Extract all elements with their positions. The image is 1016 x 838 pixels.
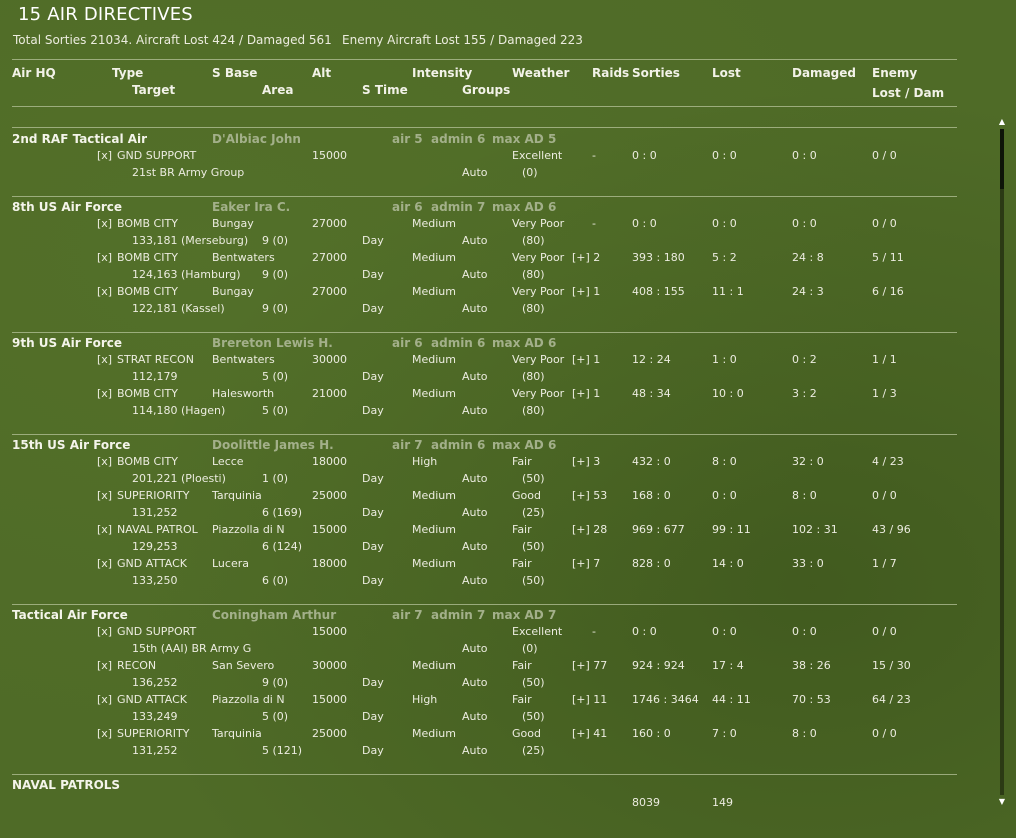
directive-group-count: (50) [522, 710, 545, 723]
directive-enemy-lost-dam: 5 / 11 [872, 251, 904, 264]
air-hq-name[interactable]: Tactical Air Force [12, 608, 128, 622]
directive-lost: 44 : 11 [712, 693, 751, 706]
directive-s-time: Day [362, 370, 384, 383]
directive-base: Bentwaters [212, 353, 275, 366]
directive-group-count: (50) [522, 540, 545, 553]
own-summary: Total Sorties 21034. Aircraft Lost 424 / Damaged 561 [13, 33, 332, 47]
directive-weather: Fair [512, 455, 532, 468]
directive-s-time: Day [362, 540, 384, 553]
naval-total-sorties: 8039 [632, 796, 660, 809]
directive-sorties: 393 : 180 [632, 251, 685, 264]
directive-group-count: (80) [522, 302, 545, 315]
scroll-down-icon[interactable]: ▼ [998, 797, 1006, 806]
directive-lost: 14 : 0 [712, 557, 744, 570]
directive-group-count: (0) [522, 166, 538, 179]
col-type[interactable]: Type [112, 66, 144, 80]
directive-damaged: 3 : 2 [792, 387, 817, 400]
directive-raids[interactable]: [+] 77 [572, 659, 608, 672]
directive-row [0, 659, 1016, 693]
directive-alt: 18000 [312, 557, 347, 570]
directive-damaged: 32 : 0 [792, 455, 824, 468]
divider [12, 196, 957, 197]
divider [12, 332, 957, 333]
directive-alt: 30000 [312, 659, 347, 672]
directive-enemy-lost-dam: 1 / 7 [872, 557, 897, 570]
directive-raids: - [592, 217, 596, 230]
directive-raids[interactable]: [+] 1 [572, 285, 601, 298]
directive-intensity: Medium [412, 557, 456, 570]
directive-alt: 30000 [312, 353, 347, 366]
directive-damaged: 0 : 0 [792, 625, 817, 638]
directive-type: GND ATTACK [117, 693, 188, 706]
directive-weather: Very Poor [512, 251, 565, 264]
directive-type: BOMB CITY [117, 455, 178, 468]
directive-lost: 7 : 0 [712, 727, 737, 740]
directive-base: Halesworth [212, 387, 275, 400]
directive-sorties: 160 : 0 [632, 727, 671, 740]
directive-target: 124,163 (Hamburg) [132, 268, 241, 281]
directive-damaged: 33 : 0 [792, 557, 824, 570]
directive-s-time: Day [362, 472, 384, 485]
air-hq-name[interactable]: 9th US Air Force [12, 336, 122, 350]
directive-type: STRAT RECON [117, 353, 194, 366]
directive-group-count: (50) [522, 574, 545, 587]
directive-sorties: 969 : 677 [632, 523, 685, 536]
col-target[interactable]: Target [132, 83, 176, 97]
directive-row [0, 727, 1016, 761]
directive-toggle[interactable]: [x] [97, 455, 113, 468]
directive-sorties: 1746 : 3464 [632, 693, 699, 706]
directive-toggle[interactable]: [x] [97, 727, 113, 740]
directive-enemy-lost-dam: 0 / 0 [872, 625, 897, 638]
commander-name[interactable]: Brereton Lewis H. [212, 336, 333, 350]
commander-name[interactable]: Coningham Arthur [212, 608, 337, 622]
directive-raids[interactable]: [+] 1 [572, 387, 601, 400]
max-ad: max AD 6 [492, 200, 557, 214]
vertical-scrollbar[interactable] [997, 117, 1007, 807]
directive-row [0, 149, 1016, 183]
admin-rating: admin 7 [431, 200, 486, 214]
directive-target: 112,179 [132, 370, 178, 383]
directive-damaged: 0 : 0 [792, 217, 817, 230]
directive-enemy-lost-dam: 0 / 0 [872, 149, 897, 162]
directive-toggle[interactable]: [x] [97, 285, 113, 298]
directive-groups: Auto [462, 506, 488, 519]
max-ad: max AD 6 [492, 336, 557, 350]
directive-area: 9 (0) [262, 302, 289, 315]
directive-sorties: 48 : 34 [632, 387, 671, 400]
directive-raids[interactable]: [+] 11 [572, 693, 608, 706]
air-rating: air 5 [392, 132, 423, 146]
directive-intensity: Medium [412, 523, 456, 536]
col-area[interactable]: Area [262, 83, 294, 97]
divider [12, 127, 957, 128]
directive-raids[interactable]: [+] 2 [572, 251, 601, 264]
scroll-track[interactable] [1000, 129, 1004, 795]
scroll-thumb[interactable] [1000, 129, 1004, 189]
col-alt[interactable]: Alt [312, 66, 332, 80]
col-s-time[interactable]: S Time [362, 83, 408, 97]
air-hq-name[interactable]: 15th US Air Force [12, 438, 131, 452]
page-title: 15 AIR DIRECTIVES [18, 4, 193, 25]
directive-groups: Auto [462, 370, 488, 383]
directive-alt: 27000 [312, 285, 347, 298]
directive-enemy-lost-dam: 0 / 0 [872, 217, 897, 230]
directive-groups: Auto [462, 540, 488, 553]
directive-group-count: (50) [522, 472, 545, 485]
directive-alt: 18000 [312, 455, 347, 468]
directive-area: 5 (0) [262, 710, 289, 723]
directive-base: Bungay [212, 285, 254, 298]
directive-row [0, 557, 1016, 591]
summary-row [13, 33, 583, 47]
directive-base: Bungay [212, 217, 254, 230]
admin-rating: admin 6 [431, 336, 486, 350]
directive-weather: Very Poor [512, 387, 565, 400]
directive-intensity: Medium [412, 251, 456, 264]
col-damaged[interactable]: Damaged [792, 66, 856, 80]
directive-alt: 15000 [312, 149, 347, 162]
commander-name[interactable]: Eaker Ira C. [212, 200, 291, 214]
directive-type: RECON [117, 659, 157, 672]
directive-toggle[interactable]: [x] [97, 523, 113, 536]
directive-alt: 15000 [312, 625, 347, 638]
directive-group-count: (0) [522, 642, 538, 655]
directive-raids[interactable]: [+] 3 [572, 455, 601, 468]
directive-area: 9 (0) [262, 234, 289, 247]
directive-lost: 0 : 0 [712, 489, 737, 502]
directive-row [0, 353, 1016, 387]
directive-enemy-lost-dam: 0 / 0 [872, 727, 897, 740]
directive-raids[interactable]: [+] 28 [572, 523, 608, 536]
directive-intensity: Medium [412, 387, 456, 400]
directive-groups: Auto [462, 472, 488, 485]
directive-intensity: High [412, 693, 438, 706]
directive-target: 114,180 (Hagen) [132, 404, 226, 417]
directive-s-time: Day [362, 506, 384, 519]
directive-damaged: 0 : 2 [792, 353, 817, 366]
directive-s-time: Day [362, 744, 384, 757]
col-enemy-lost-dam[interactable]: Lost / Dam [872, 86, 945, 100]
directive-alt: 25000 [312, 489, 347, 502]
directive-target: 133,181 (Merseburg) [132, 234, 249, 247]
directive-row [0, 285, 1016, 319]
directive-area: 6 (169) [262, 506, 303, 519]
col-s-base[interactable]: S Base [212, 66, 258, 80]
directive-enemy-lost-dam: 1 / 1 [872, 353, 897, 366]
directive-type: GND ATTACK [117, 557, 188, 570]
naval-patrols-heading: NAVAL PATROLS [12, 778, 121, 792]
directive-area: 5 (121) [262, 744, 303, 757]
admin-rating: admin 6 [431, 438, 486, 452]
divider [12, 59, 957, 60]
directive-area: 9 (0) [262, 268, 289, 281]
col-lost[interactable]: Lost [712, 66, 741, 80]
col-groups[interactable]: Groups [462, 83, 511, 97]
admin-rating: admin 6 [431, 132, 486, 146]
directive-sorties: 828 : 0 [632, 557, 671, 570]
directive-damaged: 8 : 0 [792, 727, 817, 740]
directive-sorties: 0 : 0 [632, 149, 657, 162]
directive-row [0, 489, 1016, 523]
directive-alt: 15000 [312, 693, 347, 706]
directive-groups: Auto [462, 574, 488, 587]
max-ad: max AD 5 [492, 132, 557, 146]
air-rating: air 6 [392, 200, 423, 214]
directive-target: 122,181 (Kassel) [132, 302, 225, 315]
directive-row [0, 387, 1016, 421]
col-intensity[interactable]: Intensity [412, 66, 473, 80]
directive-row [0, 523, 1016, 557]
directive-toggle[interactable]: [x] [97, 149, 113, 162]
directive-groups: Auto [462, 234, 488, 247]
directive-sorties: 168 : 0 [632, 489, 671, 502]
directive-group-count: (50) [522, 676, 545, 689]
directive-area: 5 (0) [262, 370, 289, 383]
directive-toggle[interactable]: [x] [97, 625, 113, 638]
directive-groups: Auto [462, 268, 488, 281]
directive-base: San Severo [212, 659, 275, 672]
admin-rating: admin 7 [431, 608, 486, 622]
directive-groups: Auto [462, 166, 488, 179]
directive-base: Tarquinia [212, 727, 262, 740]
directive-enemy-lost-dam: 43 / 96 [872, 523, 911, 536]
directive-groups: Auto [462, 642, 488, 655]
directive-type: BOMB CITY [117, 285, 178, 298]
directive-s-time: Day [362, 574, 384, 587]
directive-enemy-lost-dam: 15 / 30 [872, 659, 911, 672]
commander-name[interactable]: D'Albiac John [212, 132, 301, 146]
directive-base: Lecce [212, 455, 244, 468]
directive-lost: 0 : 0 [712, 625, 737, 638]
air-rating: air 7 [392, 438, 423, 452]
naval-total-lost: 149 [712, 796, 733, 809]
directive-alt: 27000 [312, 217, 347, 230]
directive-groups: Auto [462, 676, 488, 689]
directive-s-time: Day [362, 710, 384, 723]
directive-sorties: 924 : 924 [632, 659, 685, 672]
directive-target: 131,252 [132, 744, 178, 757]
directive-weather: Fair [512, 659, 532, 672]
directive-raids[interactable]: [+] 53 [572, 489, 608, 502]
directive-raids[interactable]: [+] 7 [572, 557, 601, 570]
directive-damaged: 8 : 0 [792, 489, 817, 502]
directive-row [0, 693, 1016, 727]
directive-row [0, 625, 1016, 659]
directive-type: SUPERIORITY [117, 727, 190, 740]
directive-target: 133,250 [132, 574, 178, 587]
directive-sorties: 0 : 0 [632, 625, 657, 638]
col-sorties[interactable]: Sorties [632, 66, 680, 80]
directive-target: 129,253 [132, 540, 178, 553]
directive-damaged: 38 : 26 [792, 659, 831, 672]
directive-raids: - [592, 625, 596, 638]
directive-lost: 1 : 0 [712, 353, 737, 366]
divider [12, 774, 957, 775]
directive-alt: 25000 [312, 727, 347, 740]
directive-target: 131,252 [132, 506, 178, 519]
directive-raids[interactable]: [+] 1 [572, 353, 601, 366]
divider [12, 434, 957, 435]
directive-raids: - [592, 149, 596, 162]
directive-weather: Fair [512, 523, 532, 536]
directive-row [0, 455, 1016, 489]
directive-enemy-lost-dam: 6 / 16 [872, 285, 904, 298]
air-rating: air 7 [392, 608, 423, 622]
directive-group-count: (80) [522, 370, 545, 383]
directive-toggle[interactable]: [x] [97, 693, 113, 706]
directive-weather: Very Poor [512, 285, 565, 298]
directive-intensity: Medium [412, 727, 456, 740]
directive-s-time: Day [362, 676, 384, 689]
directive-toggle[interactable]: [x] [97, 217, 113, 230]
directive-s-time: Day [362, 268, 384, 281]
directive-enemy-lost-dam: 4 / 23 [872, 455, 904, 468]
directive-groups: Auto [462, 710, 488, 723]
directive-area: 6 (124) [262, 540, 303, 553]
directive-row [0, 251, 1016, 285]
directive-base: Piazzolla di N [212, 693, 285, 706]
directive-sorties: 408 : 155 [632, 285, 685, 298]
directive-alt: 15000 [312, 523, 347, 536]
directive-group-count: (80) [522, 404, 545, 417]
directive-groups: Auto [462, 404, 488, 417]
directive-intensity: High [412, 455, 438, 468]
directive-s-time: Day [362, 404, 384, 417]
directive-weather: Excellent [512, 149, 563, 162]
directive-group-count: (80) [522, 268, 545, 281]
scroll-up-icon[interactable]: ▲ [998, 117, 1006, 126]
directive-toggle[interactable]: [x] [97, 489, 113, 502]
directive-weather: Good [512, 489, 541, 502]
directive-damaged: 70 : 53 [792, 693, 831, 706]
directive-base: Bentwaters [212, 251, 275, 264]
directive-weather: Very Poor [512, 353, 565, 366]
max-ad: max AD 6 [492, 438, 557, 452]
directive-toggle[interactable]: [x] [97, 387, 113, 400]
directive-area: 9 (0) [262, 676, 289, 689]
col-enemy[interactable]: Enemy [872, 66, 918, 80]
divider [12, 604, 957, 605]
directive-damaged: 24 : 8 [792, 251, 824, 264]
directive-sorties: 12 : 24 [632, 353, 671, 366]
directive-alt: 27000 [312, 251, 347, 264]
directive-intensity: Medium [412, 659, 456, 672]
directive-lost: 0 : 0 [712, 149, 737, 162]
directive-lost: 11 : 1 [712, 285, 744, 298]
directive-area: 1 (0) [262, 472, 289, 485]
max-ad: max AD 7 [492, 608, 557, 622]
directive-alt: 21000 [312, 387, 347, 400]
directive-lost: 99 : 11 [712, 523, 751, 536]
directive-toggle[interactable]: [x] [97, 557, 113, 570]
directive-toggle[interactable]: [x] [97, 659, 113, 672]
directive-damaged: 0 : 0 [792, 149, 817, 162]
directive-toggle[interactable]: [x] [97, 353, 113, 366]
directive-toggle[interactable]: [x] [97, 251, 113, 264]
directive-type: SUPERIORITY [117, 489, 190, 502]
directive-sorties: 0 : 0 [632, 217, 657, 230]
directive-intensity: Medium [412, 217, 456, 230]
directive-weather: Very Poor [512, 217, 565, 230]
directive-intensity: Medium [412, 489, 456, 502]
directive-group-count: (25) [522, 506, 545, 519]
directive-base: Lucera [212, 557, 249, 570]
directive-lost: 0 : 0 [712, 217, 737, 230]
directive-s-time: Day [362, 302, 384, 315]
air-hq-name[interactable]: 2nd RAF Tactical Air [12, 132, 148, 146]
commander-name[interactable]: Doolittle James H. [212, 438, 334, 452]
col-weather[interactable]: Weather [512, 66, 570, 80]
directive-type: GND SUPPORT [117, 149, 197, 162]
directive-weather: Good [512, 727, 541, 740]
air-hq-name[interactable]: 8th US Air Force [12, 200, 122, 214]
directive-groups: Auto [462, 744, 488, 757]
directive-row [0, 217, 1016, 251]
directive-type: BOMB CITY [117, 217, 178, 230]
directive-target: 21st BR Army Group [132, 166, 245, 179]
directive-target: 201,221 (Ploesti) [132, 472, 226, 485]
directive-base: Piazzolla di N [212, 523, 285, 536]
directive-target: 133,249 [132, 710, 178, 723]
directive-damaged: 24 : 3 [792, 285, 824, 298]
directive-target: 136,252 [132, 676, 178, 689]
directive-group-count: (80) [522, 234, 545, 247]
directive-enemy-lost-dam: 1 / 3 [872, 387, 897, 400]
directive-area: 6 (0) [262, 574, 289, 587]
directive-weather: Excellent [512, 625, 563, 638]
directive-type: BOMB CITY [117, 387, 178, 400]
directive-lost: 10 : 0 [712, 387, 744, 400]
directive-lost: 5 : 2 [712, 251, 737, 264]
directive-weather: Fair [512, 557, 532, 570]
col-raids[interactable]: Raids [592, 66, 630, 80]
col-air-hq[interactable]: Air HQ [12, 66, 56, 80]
directive-s-time: Day [362, 234, 384, 247]
directive-area: 5 (0) [262, 404, 289, 417]
directive-groups: Auto [462, 302, 488, 315]
directive-damaged: 102 : 31 [792, 523, 838, 536]
directive-intensity: Medium [412, 353, 456, 366]
directive-type: NAVAL PATROL [117, 523, 198, 536]
directive-group-count: (25) [522, 744, 545, 757]
directive-lost: 8 : 0 [712, 455, 737, 468]
directive-weather: Fair [512, 693, 532, 706]
directive-base: Tarquinia [212, 489, 262, 502]
enemy-summary: Enemy Aircraft Lost 155 / Damaged 223 [342, 33, 583, 47]
directive-lost: 17 : 4 [712, 659, 744, 672]
directive-target: 15th (AAI) BR Army G [132, 642, 252, 655]
directive-type: GND SUPPORT [117, 625, 197, 638]
directive-type: BOMB CITY [117, 251, 178, 264]
directive-enemy-lost-dam: 0 / 0 [872, 489, 897, 502]
divider [12, 106, 957, 107]
directive-enemy-lost-dam: 64 / 23 [872, 693, 911, 706]
directive-sorties: 432 : 0 [632, 455, 671, 468]
directive-raids[interactable]: [+] 41 [572, 727, 608, 740]
air-rating: air 6 [392, 336, 423, 350]
directive-intensity: Medium [412, 285, 456, 298]
